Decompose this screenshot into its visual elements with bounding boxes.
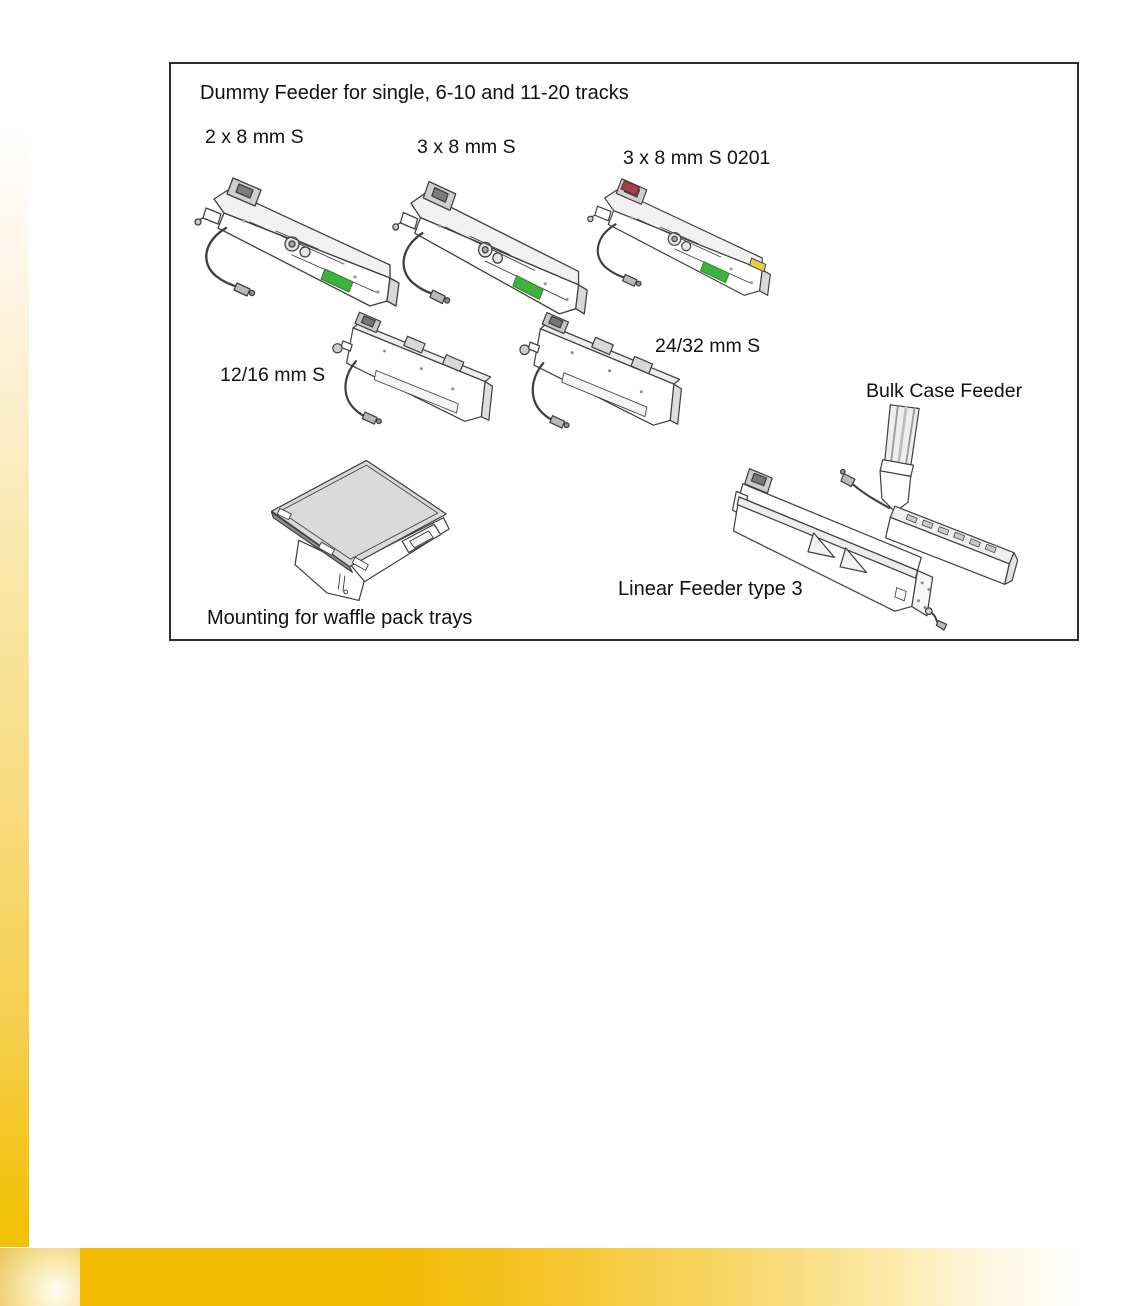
feeder-3x8mm-label: 3 x 8 mm S (417, 136, 516, 158)
feeder-3x8mm-0201-illustration (585, 167, 773, 299)
feeder-3x8mm-0201-label: 3 x 8 mm S 0201 (623, 147, 771, 169)
feeder-24-32mm-label: 24/32 mm S (655, 335, 761, 357)
waffle-tray-mount-illustration (258, 452, 458, 607)
left-accent-gradient-bar (0, 128, 29, 1247)
feeder-12-16mm-label: 12/16 mm S (220, 364, 326, 386)
waffle-pack-mounting-label: Mounting for waffle pack trays (207, 607, 473, 629)
feeder-12-16mm-illustration (318, 303, 498, 425)
bottom-accent-corner-glow (0, 1248, 80, 1306)
feeder-24-32mm-illustration (505, 303, 687, 429)
bulk-case-feeder-illustration (838, 402, 1030, 588)
feeder-2x8mm-illustration (192, 165, 402, 310)
feeder-2x8mm-label: 2 x 8 mm S (205, 126, 304, 148)
feeder-3x8mm-illustration (390, 168, 590, 318)
figure-title: Dummy Feeder for single, 6-10 and 11-20 tracks (200, 82, 629, 104)
linear-feeder-type3-label: Linear Feeder type 3 (618, 578, 803, 600)
bottom-accent-gradient-band (0, 1248, 1136, 1306)
bulk-case-feeder-label: Bulk Case Feeder (866, 380, 1023, 402)
